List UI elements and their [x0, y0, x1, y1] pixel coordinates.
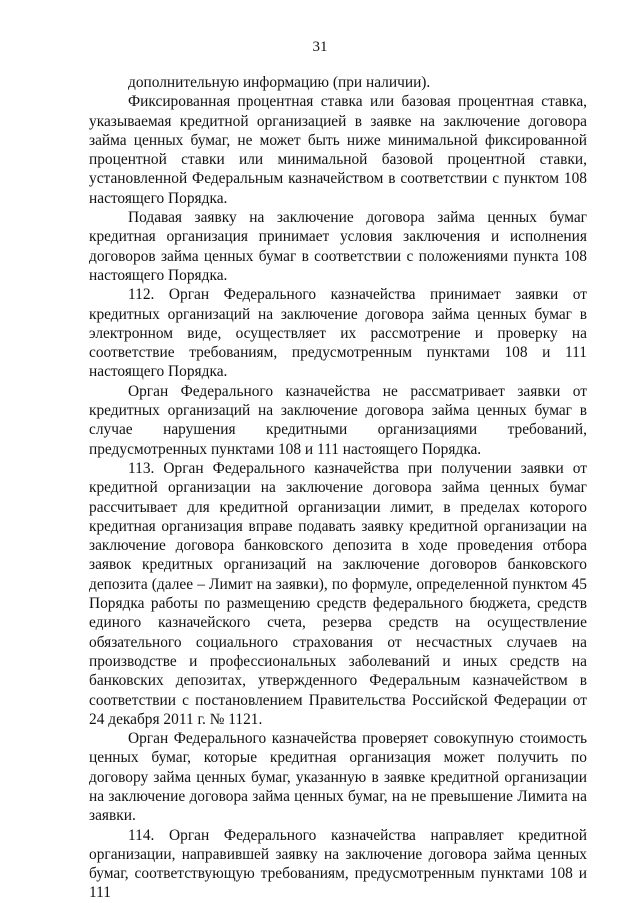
- paragraph-item-113: 113. Орган Федерального казначейства при получении заявки от кредитной организации на заключение договора займа ценных бумаг рассчитывает для кредитной организации лимит, в пределах которого кредитная организация вправе подавать заявку кредитной организации на заключение договора банковского депозита в ходе проведения отбора заявок кредитных организаций на заключение договоров банковского депозита (далее – Лимит на заявки), по формуле, определенной пунктом 45 Порядка работы по размещению средств федерального бюджета, средств единого казначейского счета, резерва средств на осуществление обязательного социального страхования от несчастных случаев на производстве и профессиональных заболеваний и иных средств на банковских депозитах, утвержденного Федеральным казначейством в соответствии с постановлением Правительства Российской Федерации от 24 декабря 2011 г. № 1121.: [89, 459, 587, 728]
- paragraph-fixed-rate: Фиксированная процентная ставка или базовая процентная ставка, указываемая кредитной организацией в заявке на заключение договора займа ценных бумаг, не может быть ниже минимальной фиксированной процентной ставки или минимальной базовой процентной ставки, установленной Федеральным казначейством в соответствии с пунктом 108 настоящего Порядка.: [89, 93, 587, 207]
- paragraph-limit-check: Орган Федерального казначейства проверяет совокупную стоимость ценных бумаг, которые кредитная организация может получить по договору займа ценных бумаг, указанную в заявке кредитной организации на заключение договора займа ценных бумаг, на не превышение Лимита на заявки.: [89, 730, 587, 825]
- paragraph-continuation: дополнительную информацию (при наличии).: [128, 74, 431, 91]
- paragraph-rejection: Орган Федерального казначейства не рассматривает заявки от кредитных организаций на заключение договора займа ценных бумаг в случае нарушения кредитными организациями требований, предусмотренных пунктами 108 и 111 настоящего Порядка.: [89, 382, 587, 458]
- paragraph-item-112: 112. Орган Федерального казначейства принимает заявки от кредитных организаций на заключение договора займа ценных бумаг в электронном виде, осуществляет их рассмотрение и проверку на соответствие требованиям, предусмотренным пунктами 108 и 111 настоящего Порядка.: [89, 286, 587, 381]
- paragraph-application-terms: Подавая заявку на заключение договора займа ценных бумаг кредитная организация принимает условия заключения и исполнения договоров займа ценных бумаг в соответствии с положениями пункта 108 настоящего Порядка.: [89, 209, 587, 284]
- paragraph-item-114: 114. Орган Федерального казначейства направляет кредитной организации, направившей заявку на заключение договора займа ценных бумаг, соответствующую требованиям, предусмотренным пунктами 108 и 111: [89, 826, 587, 902]
- page-number: 31: [312, 39, 328, 55]
- document-body: [89, 73, 587, 903]
